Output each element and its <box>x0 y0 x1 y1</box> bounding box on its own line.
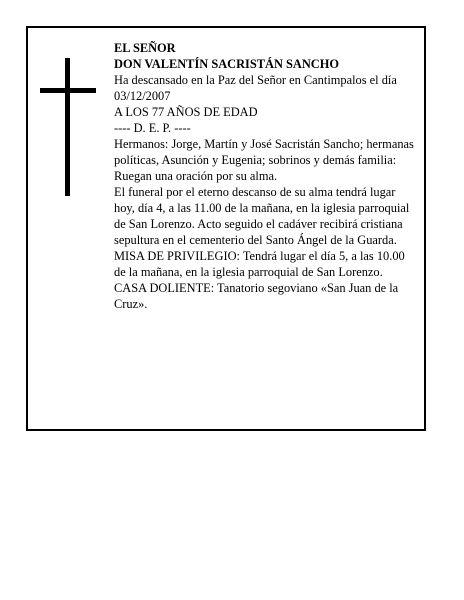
cross-vertical-bar <box>65 58 70 196</box>
cross-horizontal-bar <box>40 88 96 93</box>
family-line: Hermanos: Jorge, Martín y José Sacristán Sancho; hermanas políticas, Asunción y Eugenia; sobrinos y demás familia: <box>114 137 414 167</box>
notice-title-line1: EL SEÑOR <box>114 41 176 55</box>
rip-line: ---- D. E. P. ---- <box>114 121 191 135</box>
notice-body <box>114 40 416 312</box>
prayer-request: Ruegan una oración por su alma. <box>114 169 278 183</box>
cross-icon <box>40 58 96 196</box>
obituary-notice <box>26 26 426 431</box>
deceased-name: DON VALENTÍN SACRISTÁN SANCHO <box>114 57 340 71</box>
mourning-home: CASA DOLIENTE: Tanatorio segoviano «San Juan de la Cruz». <box>114 281 399 311</box>
funeral-details: El funeral por el eterno descanso de su alma tendrá lugar hoy, día 4, a las 11.00 de la mañana, en la iglesia parroquial de San Lorenzo. Acto seguido el cadáver recibirá cristiana sepultura en el cementerio del Santo Ángel de la Guarda. <box>114 185 410 247</box>
rest-announcement: Ha descansado en la Paz del Señor en Cantimpalos el día 03/12/2007 <box>114 73 397 103</box>
age-line: A LOS 77 AÑOS DE EDAD <box>114 105 258 119</box>
mass-details: MISA DE PRIVILEGIO: Tendrá lugar el día 5, a las 10.00 de la mañana, en la iglesia parroquial de San Lorenzo. <box>114 249 405 279</box>
